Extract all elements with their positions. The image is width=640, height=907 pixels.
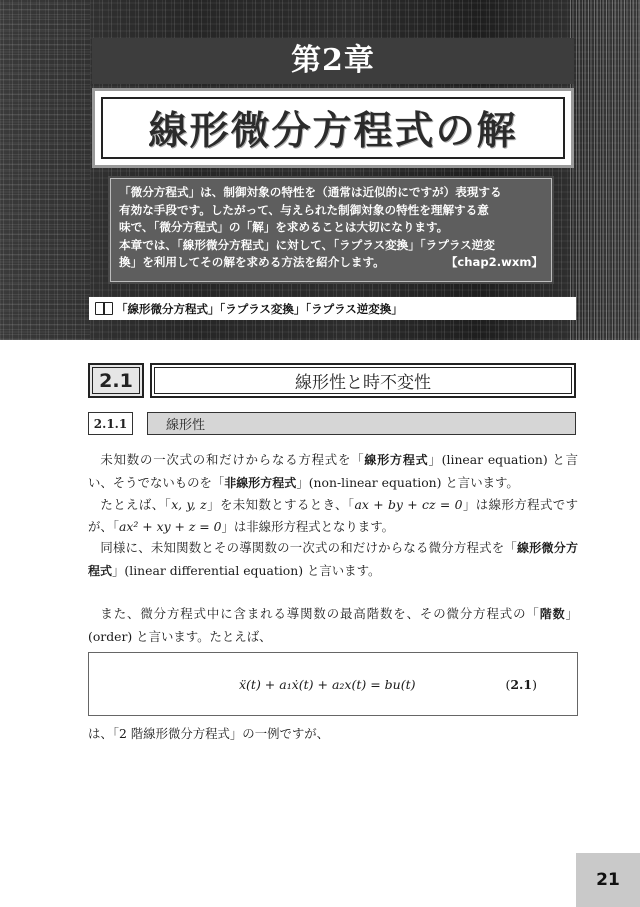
keyword: 階数	[539, 607, 566, 621]
paragraph	[88, 449, 578, 494]
equation-number-value: 2.1	[510, 677, 533, 692]
paragraph	[88, 494, 578, 537]
keyword: 非線形方程式	[224, 475, 297, 490]
chapter-title: 線形微分方程式の解	[101, 97, 565, 159]
subsection-title: 線形性	[147, 412, 576, 435]
text-run: 同様に、未知関数とその導関数の一次式の和だけからなる微分方程式を「	[100, 540, 518, 555]
math-inline: x, y, z	[171, 497, 207, 512]
text-run: 未知数の一次式の和だけからなる方程式を「	[100, 452, 365, 467]
text-run: 」を未知数とするとき、「	[206, 497, 355, 512]
intro-line: 「微分方程式」は、制御対象の特性を（通常は近似的にですが）表現する	[119, 185, 502, 199]
text-run: 」(linear differential equation) と言います。	[112, 562, 381, 578]
intro-line: 味で、「微分方程式」の「解」を求めることは大切になります。	[119, 220, 449, 235]
text-run: たとえば、「	[100, 497, 172, 512]
text-run: 」は線形方程式ですが、「	[88, 497, 579, 534]
header-texture-right	[570, 0, 640, 340]
keyword-bar	[89, 297, 576, 320]
equation-box	[88, 652, 578, 716]
paragraph: は、「2 階線形微分方程式」の一例ですが、	[88, 726, 330, 741]
keyword: 線形微分方程式	[88, 541, 578, 578]
math-inline: ax + by + cz = 0	[354, 497, 463, 512]
keyword: 線形方程式	[364, 453, 429, 467]
intro-line	[119, 254, 543, 272]
paragraph	[88, 603, 578, 647]
body-text	[88, 449, 578, 647]
section-number: 2.1	[88, 363, 144, 398]
intro-file-name: 【chap2.wxm】	[445, 255, 543, 270]
text-run: 」は非線形方程式となります。	[221, 518, 394, 534]
intro-line-text: 換」を利用してその解を求める方法を紹介します。	[119, 255, 385, 270]
section-title: 線形性と時不変性	[150, 363, 576, 398]
page-number: 21	[576, 853, 640, 907]
book-icon	[95, 302, 113, 315]
subsection-number: 2.1.1	[88, 412, 133, 435]
keyword-list: 「線形微分方程式」「ラプラス変換」「ラプラス逆変換」	[116, 301, 403, 316]
text-run: 」(linear equation) と言い、そうでないものを「	[88, 452, 579, 490]
intro-line: 有効な手段です。したがって、与えられた制御対象の特性を理解する意	[119, 202, 489, 217]
text-run: 」(non-linear equation) と言います。	[296, 474, 519, 490]
chapter-intro	[110, 178, 552, 282]
paragraph	[88, 537, 578, 582]
intro-line: 本章では、「線形微分方程式」に対して、「ラプラス変換」「ラプラス逆変	[119, 237, 495, 252]
chapter-header	[0, 0, 640, 340]
header-texture-left	[0, 0, 90, 340]
chapter-title-box	[92, 88, 574, 168]
equation: ẍ(t) + a₁ẋ(t) + a₂x(t) = bu(t)	[239, 677, 416, 692]
text-run: 」(order) と言います。たとえば、	[88, 606, 578, 644]
math-inline: ax² + xy + z = 0	[118, 518, 222, 534]
chapter-label: 第2章	[92, 38, 574, 84]
equation-number: (2.1)	[505, 677, 537, 692]
text-run: また、微分方程式中に含まれる導関数の最高階数を、その微分方程式の「	[100, 606, 540, 621]
